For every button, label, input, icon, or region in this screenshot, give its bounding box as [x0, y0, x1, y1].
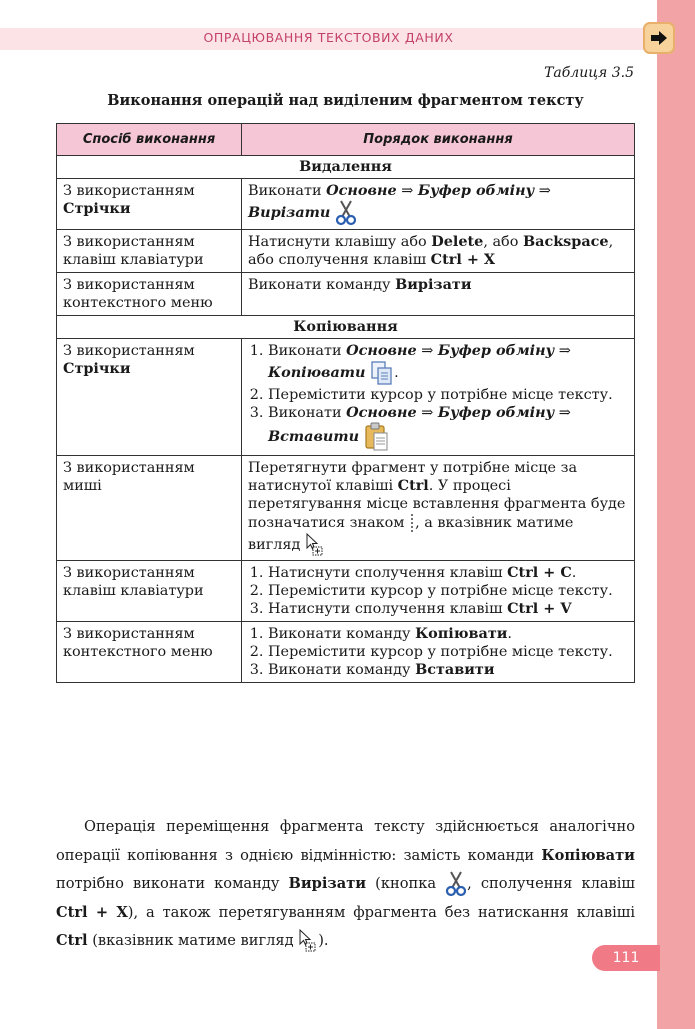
- scissors-icon: [335, 200, 357, 226]
- procedure-cell: [242, 622, 635, 683]
- table-row: [57, 561, 635, 622]
- procedure-cell: Перетягнути фрагмент у потрібне місце за натиснутої клавіші Ctrl. У процесі перетягування місце вставлення фрагмента буде позначатися знаком , а вказівник матиме вигляд: [242, 456, 635, 561]
- section-title-copy: Копіювання: [57, 316, 635, 339]
- method-cell: З використанням контекстного меню: [57, 273, 242, 316]
- method-cell: З використанням клавіш клавіатури: [57, 561, 242, 622]
- list-item: 1. Виконати команду Копіювати.: [268, 625, 628, 643]
- paste-icon: [364, 422, 390, 452]
- table-row: [57, 622, 635, 683]
- method-cell: З використанням Стрічки: [57, 339, 242, 456]
- table-row: [57, 179, 635, 230]
- procedure-cell: Виконати Основне ⇒ Буфер обміну ⇒ Вирізати: [242, 179, 635, 230]
- method-cell: З використанням клавіш клавіатури: [57, 230, 242, 273]
- list-item: 1. Натиснути сполучення клавіш Ctrl + C.: [268, 564, 628, 582]
- steps-list: [248, 564, 628, 618]
- drag-copy-cursor-icon: [305, 533, 325, 557]
- section-title-delete: Видалення: [57, 156, 635, 179]
- side-band: [657, 0, 695, 1029]
- arrow-right-icon: [650, 30, 668, 46]
- list-item: 3. Виконати команду Вставити: [268, 661, 628, 679]
- steps-list: [248, 342, 628, 452]
- list-item: 2. Перемістити курсор у потрібне місце тексту.: [268, 582, 628, 600]
- procedure-cell: Натиснути клавішу або Delete, або Backspace, або сполучення клавіш Ctrl + X: [242, 230, 635, 273]
- method-cell: З використанням Стрічки: [57, 179, 242, 230]
- method-cell: З використанням миші: [57, 456, 242, 561]
- list-item: 3. Натиснути сполучення клавіш Ctrl + V: [268, 600, 628, 618]
- table-row: [57, 273, 635, 316]
- procedure-cell: Виконати команду Вирізати: [242, 273, 635, 316]
- next-page-button[interactable]: [643, 22, 675, 54]
- table-title: Виконання операцій над виділеним фрагментом тексту: [107, 92, 584, 109]
- table-row: [57, 456, 635, 561]
- section-row-delete: [57, 156, 635, 179]
- procedure-cell: [242, 561, 635, 622]
- list-item: 2. Перемістити курсор у потрібне місце тексту.: [268, 386, 628, 404]
- steps-list: [248, 625, 628, 679]
- table-header-row: [57, 124, 635, 156]
- operations-table: [56, 123, 635, 683]
- method-cell: З використанням контекстного меню: [57, 622, 242, 683]
- table-row: [57, 230, 635, 273]
- page-number: 111: [592, 945, 660, 971]
- list-item: 3. Виконати Основне ⇒ Буфер обміну ⇒ Вставити: [268, 404, 628, 452]
- list-item: 1. Виконати Основне ⇒ Буфер обміну ⇒ Копіювати .: [268, 342, 628, 386]
- table-row: [57, 339, 635, 456]
- column-header-method: Спосіб виконання: [57, 124, 242, 156]
- section-row-copy: [57, 316, 635, 339]
- copy-icon: [370, 360, 394, 386]
- list-item: 2. Перемістити курсор у потрібне місце тексту.: [268, 643, 628, 661]
- drag-move-cursor-icon: [298, 929, 318, 953]
- procedure-cell: [242, 339, 635, 456]
- section-header: ОПРАЦЮВАННЯ ТЕКСТОВИХ ДАНИХ: [203, 30, 454, 45]
- table-caption: Таблиця 3.5: [544, 65, 634, 81]
- scissors-icon: [445, 871, 467, 897]
- body-paragraph: Операція переміщення фрагмента тексту здійснюється аналогічно операції копіювання з однією відмінністю: замість команди Копіювати потрібно виконати команду Вирізати (кнопка , сполучення клавіш Ctrl + X), а також перетягуванням фрагмента без натискання клавіші Ctrl (вказівник матиме вигляд ).: [56, 813, 635, 956]
- column-header-procedure: Порядок виконання: [242, 124, 635, 156]
